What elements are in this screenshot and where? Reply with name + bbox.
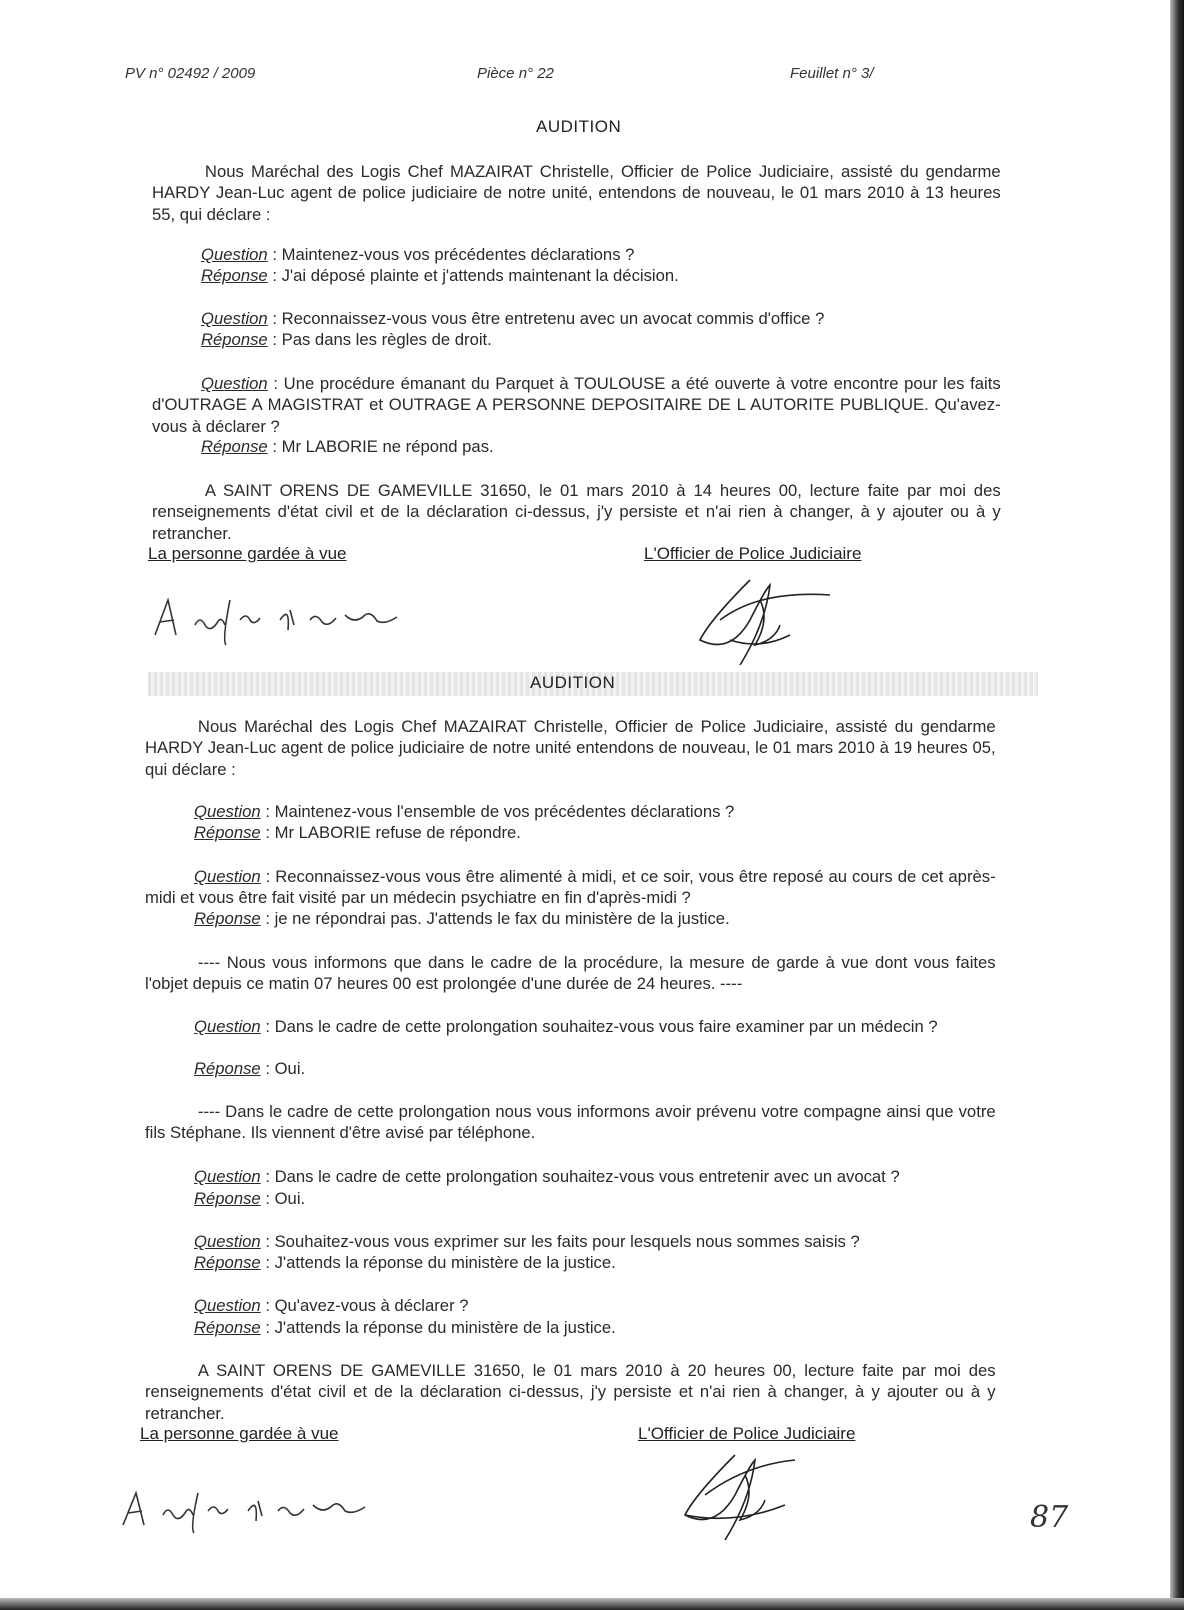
question <box>145 1231 996 1252</box>
question <box>145 1295 996 1316</box>
answer-text: Oui. <box>274 1189 306 1208</box>
answer-text: J'attends la réponse du ministère de la justice. <box>274 1318 616 1337</box>
sep: : <box>260 867 276 886</box>
sep: : <box>260 1253 275 1272</box>
answer <box>152 329 1001 350</box>
intro-paragraph: Nous Maréchal des Logis Chef MAZAIRAT Christelle, Officier de Police Judiciaire, assisté du gendarme HARDY Jean-Luc agent de police judiciaire de notre unité, entendons de nouveau, le 01 mars 2010 à 13 heures 55, qui déclare : <box>152 162 1001 224</box>
answer <box>145 1317 996 1338</box>
information-paragraph: ---- Nous vous informons que dans le cadre de la procédure, la mesure de garde à vue dont vous faites l'objet depuis ce matin 07 heures 00 est prolongée d'une durée de 24 heures. ---- <box>145 953 996 994</box>
answer <box>145 908 996 929</box>
answer-label: Réponse <box>201 266 268 285</box>
sep: : <box>267 330 282 349</box>
section-title: AUDITION <box>536 117 622 136</box>
question-label: Question <box>201 309 268 328</box>
answer-label: Réponse <box>201 330 268 349</box>
question <box>152 244 1001 265</box>
question-label: Question <box>194 1296 261 1315</box>
sep: : <box>260 1189 275 1208</box>
detainee-signature-label: La personne gardée à vue <box>148 544 347 563</box>
question <box>145 801 996 822</box>
sep: : <box>267 309 282 328</box>
officer-signature-label: L'Officier de Police Judiciaire <box>638 1424 856 1443</box>
detainee-signature-label: La personne gardée à vue <box>140 1424 339 1443</box>
answer <box>145 1058 996 1079</box>
officer-signature <box>675 1445 825 1540</box>
sep: : <box>260 823 275 842</box>
answer-text: J'ai déposé plainte et j'attends maintenant la décision. <box>281 266 679 285</box>
sep: : <box>260 1318 275 1337</box>
answer-label: Réponse <box>194 1253 261 1272</box>
closing-paragraph: A SAINT ORENS DE GAMEVILLE 31650, le 01 mars 2010 à 14 heures 00, lecture faite par moi des renseignements d'état civil et de la déclaration ci-dessus, j'y persiste et n'ai rien à changer, à y ajouter ou à y retrancher. <box>152 481 1001 543</box>
question-label: Question <box>194 802 261 821</box>
question-label: Question <box>194 1167 261 1186</box>
question <box>145 1166 996 1187</box>
information-paragraph: ---- Dans le cadre de cette prolongation nous vous informons avoir prévenu votre compagne ainsi que votre fils Stéphane. Ils viennent d'être avisé par téléphone. <box>145 1102 996 1143</box>
feuillet-number: Feuillet n° 3/ <box>790 65 874 82</box>
question-text: Qu'avez-vous à déclarer ? <box>274 1296 469 1315</box>
answer-label: Réponse <box>194 1318 261 1337</box>
answer-label: Réponse <box>194 823 261 842</box>
sep: : <box>260 1232 275 1251</box>
sep: : <box>260 1059 275 1078</box>
scan-border-bottom <box>0 1598 1184 1610</box>
intro-paragraph: Nous Maréchal des Logis Chef MAZAIRAT Christelle, Officier de Police Judiciaire, assisté du gendarme HARDY Jean-Luc agent de police judiciaire de notre unité entendons de nouveau, le 01 mars 2010 à 19 heures 05, qui déclare : <box>145 717 996 779</box>
sep: : <box>267 245 282 264</box>
scan-border-right <box>1170 0 1184 1610</box>
answer-text: J'attends la réponse du ministère de la justice. <box>274 1253 616 1272</box>
sep: : <box>267 266 282 285</box>
question <box>152 373 1001 437</box>
question-text: Maintenez-vous vos précédentes déclarations ? <box>281 245 635 264</box>
question-label: Question <box>194 1232 261 1251</box>
sep: : <box>260 909 275 928</box>
question-label: Question <box>194 867 261 886</box>
sep: : <box>267 437 282 456</box>
answer-text: Mr LABORIE refuse de répondre. <box>274 823 521 842</box>
answer <box>145 822 996 843</box>
sep: : <box>260 1296 275 1315</box>
question-text: Dans le cadre de cette prolongation souhaitez-vous vous faire examiner par un médecin ? <box>274 1017 938 1036</box>
question-text: Souhaitez-vous vous exprimer sur les faits pour lesquels nous sommes saisis ? <box>274 1232 860 1251</box>
answer-label: Réponse <box>194 909 261 928</box>
answer-text: Oui. <box>274 1059 306 1078</box>
officer-signature <box>690 570 840 665</box>
answer-text: Mr LABORIE ne répond pas. <box>281 437 494 456</box>
answer-label: Réponse <box>194 1189 261 1208</box>
page-number: 87 <box>1030 1500 1069 1535</box>
answer-text: je ne répondrai pas. J'attends le fax du ministère de la justice. <box>274 909 730 928</box>
answer-text: Pas dans les règles de droit. <box>281 330 492 349</box>
answer <box>145 1252 996 1273</box>
question-label: Question <box>194 1017 261 1036</box>
question <box>145 1016 996 1037</box>
question-text: Une procédure émanant du Parquet à TOULOUSE a été ouverte à votre encontre pour les faits d'OUTRAGE A MAGISTRAT et OUTRAGE A PERSONNE DEPOSITAIRE DE L AUTORITE PUBLIQUE. Qu'avez-vous à déclarer ? <box>152 374 1001 436</box>
sep: : <box>260 802 275 821</box>
closing-paragraph: A SAINT ORENS DE GAMEVILLE 31650, le 01 mars 2010 à 20 heures 00, lecture faite par moi des renseignements d'état civil et de la déclaration ci-dessus, j'y persiste et n'ai rien à changer, à y ajouter ou à y retrancher. <box>145 1361 996 1423</box>
handwritten-refused-note <box>118 1485 378 1535</box>
question-text: Reconnaissez-vous vous être entretenu avec un avocat commis d'office ? <box>281 309 825 328</box>
question-label: Question <box>201 245 268 264</box>
question-text: Dans le cadre de cette prolongation souhaitez-vous vous entretenir avec un avocat ? <box>274 1167 900 1186</box>
handwritten-refused-note <box>150 590 410 650</box>
answer <box>152 265 1001 286</box>
officer-signature-label: L'Officier de Police Judiciaire <box>644 544 862 563</box>
question <box>145 866 996 909</box>
piece-number: Pièce n° 22 <box>477 65 554 82</box>
answer-label: Réponse <box>201 437 268 456</box>
answer-label: Réponse <box>194 1059 261 1078</box>
answer <box>152 436 1001 457</box>
sep: : <box>260 1167 275 1186</box>
sep: : <box>267 374 284 393</box>
question-text: Maintenez-vous l'ensemble de vos précédentes déclarations ? <box>274 802 735 821</box>
question-text: Reconnaissez-vous vous être alimenté à midi, et ce soir, vous être reposé au cours de cet après-midi et vous être fait visité par un médecin psychiatre en fin d'après-midi ? <box>145 867 996 908</box>
pv-number: PV n° 02492 / 2009 <box>125 65 256 82</box>
question-label: Question <box>201 374 268 393</box>
question <box>152 308 1001 329</box>
section-title: AUDITION <box>530 673 616 692</box>
sep: : <box>260 1017 275 1036</box>
answer <box>145 1188 996 1209</box>
